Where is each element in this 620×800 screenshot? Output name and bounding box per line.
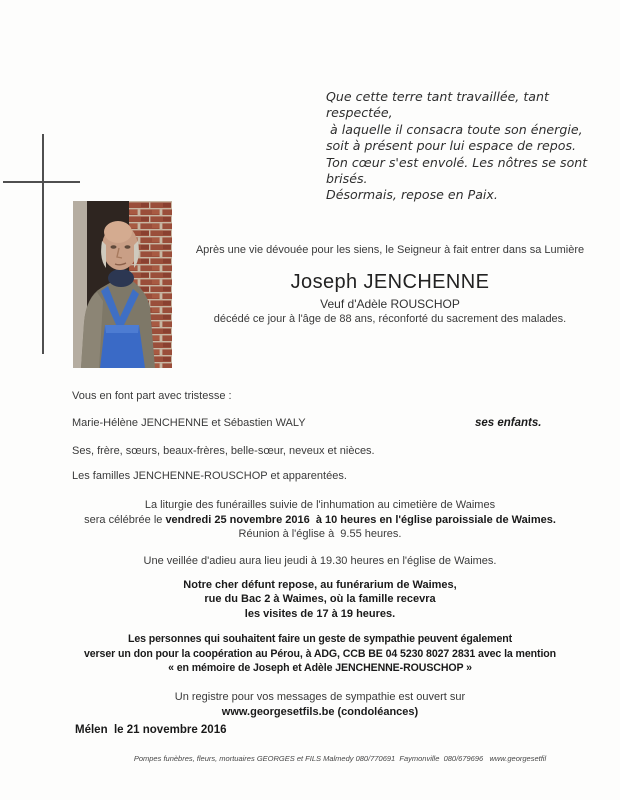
liturgy-line: Réunion à l'église à 9.55 heures. [238,528,402,541]
repose-line: les visites de 17 à 19 heures. [244,607,396,620]
deceased-name: Joseph JENCHENNE [290,271,490,293]
website-line: www.georgesetfils.be (condoléances) [221,705,419,718]
children-line: Marie-Hélène JENCHENNE et Sébastien WALY [72,417,306,429]
poem-line: soit à présent pour lui espace de repos. [326,138,577,154]
families-line: Les familles JENCHENNE-ROUSCHOP et apparentées. [72,470,347,482]
repose-line: rue du Bac 2 à Waimes, où la famille recevra [204,593,436,606]
deceased-photo [73,201,172,368]
donation-line: « en mémoire de Joseph et Adèle JENCHENNE-ROUSCHOP » [168,662,472,675]
deceased-relation: Veuf d'Adèle ROUSCHOP [320,297,460,311]
deceased-photo-art [73,201,172,368]
dateline: Mélen le 21 novembre 2016 [75,724,227,736]
poem-line: Désormais, repose en Paix. [326,187,498,203]
repose-line: Notre cher défunt repose, au funérarium de Waimes, [183,579,457,591]
liturgy-line-prefix: sera célébrée le [84,513,166,526]
poem-line: à laquelle il consacra toute son énergie, [326,121,583,137]
liturgy-line: La liturgie des funérailles suivie de l'inhumation au cimetière de Waimes [144,499,496,511]
deceased-detail: décédé ce jour à l'âge de 88 ans, réconforté du sacrement des malades. [213,313,567,325]
footer-line: Pompes funèbres, fleurs, mortuaires GEORGES et FILS Malmedy 080/770691 Faymonville 080/679696 www.georgesetfil [133,754,547,763]
siblings-line: Ses, frère, sœurs, beaux-frères, belle-sœur, neveux et nièces. [72,445,375,457]
poem-line: Ton cœur s'est envolé. Les nôtres se sont brisés. [326,154,592,187]
liturgy-line [20,513,620,528]
intro-line: Après une vie dévouée pour les siens, le Seigneur à fait entrer dans sa Lumière [195,244,585,256]
liturgy-paragraph [20,498,620,542]
announcement-lead: Vous en font part avec tristesse : [72,390,232,402]
cross-symbol [42,134,44,354]
donation-line: Les personnes qui souhaitent faire un geste de sympathie peuvent également [127,633,513,645]
vigil-line: Une veillée d'adieu aura lieu jeudi à 19.30 heures en l'église de Waimes. [143,555,497,567]
donation-line: verser un don pour la coopération au Pérou, à ADG, CCB BE 04 5230 8027 2831 avec la mention [83,647,557,660]
register-line: Un registre pour vos messages de sympathie est ouvert sur [174,691,466,703]
children-role: ses enfants. [475,417,542,429]
donation-paragraph [20,632,620,676]
deceased-block [190,271,590,325]
liturgy-line-bold: vendredi 25 novembre 2016 à 10 heures en l'église paroissiale de Waimes. [165,513,556,526]
poem-line: Que cette terre tant travaillée, tant respectée, [326,89,553,121]
register-paragraph [20,690,620,719]
cross-symbol-arm [3,181,80,183]
repose-paragraph [20,578,620,621]
memorial-poem [326,89,592,204]
